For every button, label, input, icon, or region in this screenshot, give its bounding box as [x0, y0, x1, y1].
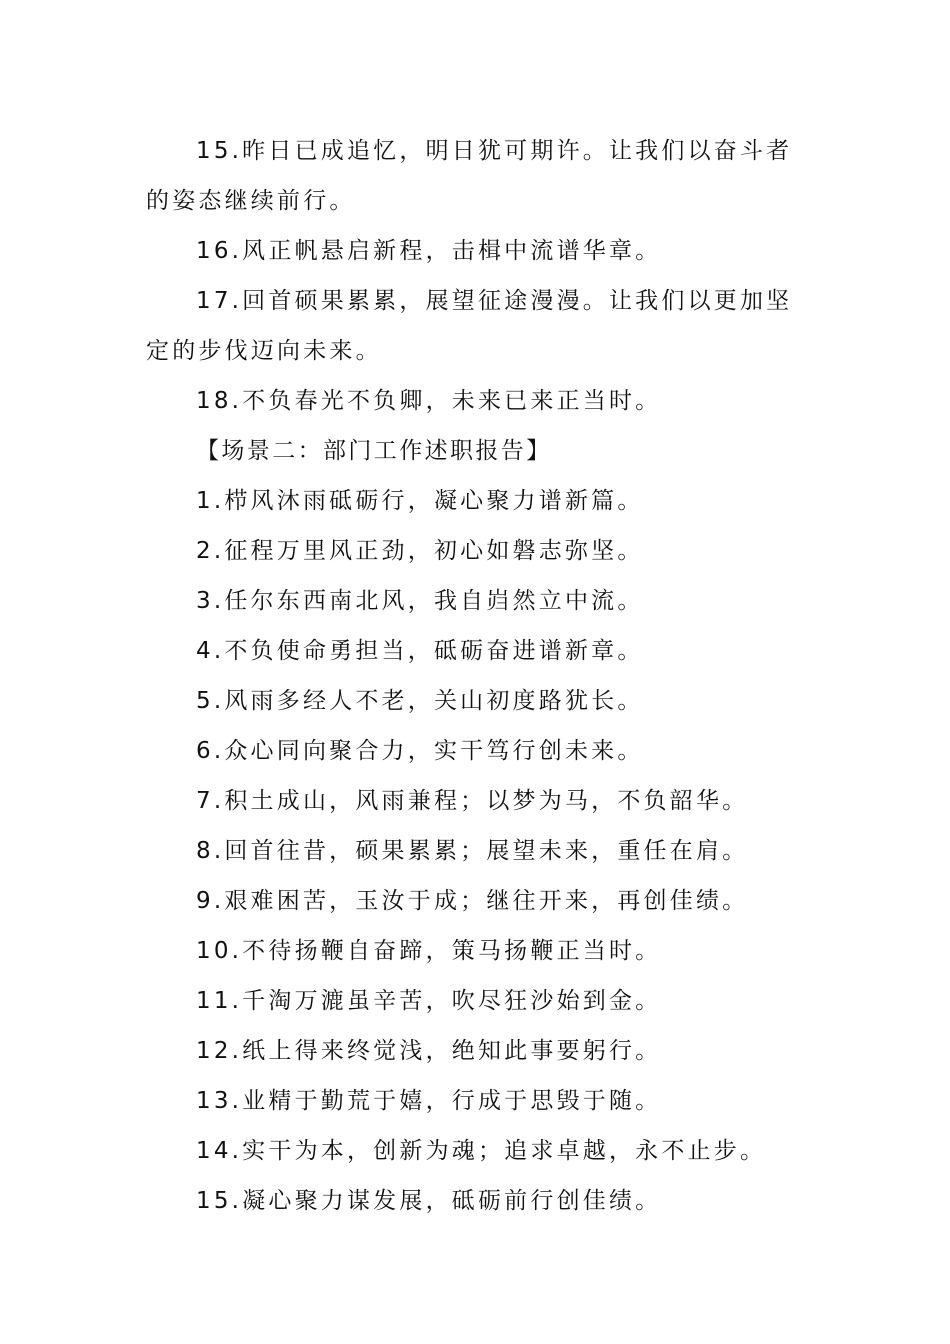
paragraph-2: 2.征程万里风正劲，初心如磐志弥坚。 — [196, 538, 644, 564]
paragraph-9: 9.艰难困苦，玉汝于成；继往开来，再创佳绩。 — [196, 888, 749, 914]
paragraph-8: 8.回首往昔，硕果累累；展望未来，重任在肩。 — [196, 838, 749, 864]
paragraph-4: 4.不负使命勇担当，砥砺奋进谱新章。 — [196, 638, 644, 664]
paragraph-10: 10.不待扬鞭自奋蹄，策马扬鞭正当时。 — [196, 938, 662, 964]
paragraph-15-a: 15.昨日已成追忆，明日犹可期许。让我们以奋斗者的姿态继续前行。 — [146, 138, 793, 214]
paragraph-7: 7.积土成山，风雨兼程；以梦为马，不负韶华。 — [196, 788, 749, 814]
paragraph-1: 1.栉风沐雨砥砺行，凝心聚力谱新篇。 — [196, 488, 644, 514]
paragraph-11: 11.千淘万漉虽辛苦，吹尽狂沙始到金。 — [196, 988, 662, 1014]
paragraph-15-b: 15.凝心聚力谋发展，砥砺前行创佳绩。 — [196, 1188, 662, 1214]
paragraph-13: 13.业精于勤荒于嬉，行成于思毁于随。 — [196, 1088, 662, 1114]
paragraph-12: 12.纸上得来终觉浅，绝知此事要躬行。 — [196, 1038, 662, 1064]
paragraph-16-a: 16.风正帆悬启新程，击楫中流谱华章。 — [196, 238, 662, 264]
paragraph-18-a: 18.不负春光不负卿，未来已来正当时。 — [196, 388, 662, 414]
paragraph-6: 6.众心同向聚合力，实干笃行创未来。 — [196, 738, 644, 764]
document-body — [146, 126, 808, 1226]
paragraph-5: 5.风雨多经人不老，关山初度路犹长。 — [196, 688, 644, 714]
paragraph-14: 14.实干为本，创新为魂；追求卓越，永不止步。 — [196, 1138, 767, 1164]
section-heading-scene-two: 【场景二：部门工作述职报告】 — [196, 438, 552, 464]
paragraph-17-a: 17.回首硕果累累，展望征途漫漫。让我们以更加坚定的步伐迈向未来。 — [146, 288, 793, 364]
paragraph-3: 3.任尔东西南北风，我自岿然立中流。 — [196, 588, 644, 614]
